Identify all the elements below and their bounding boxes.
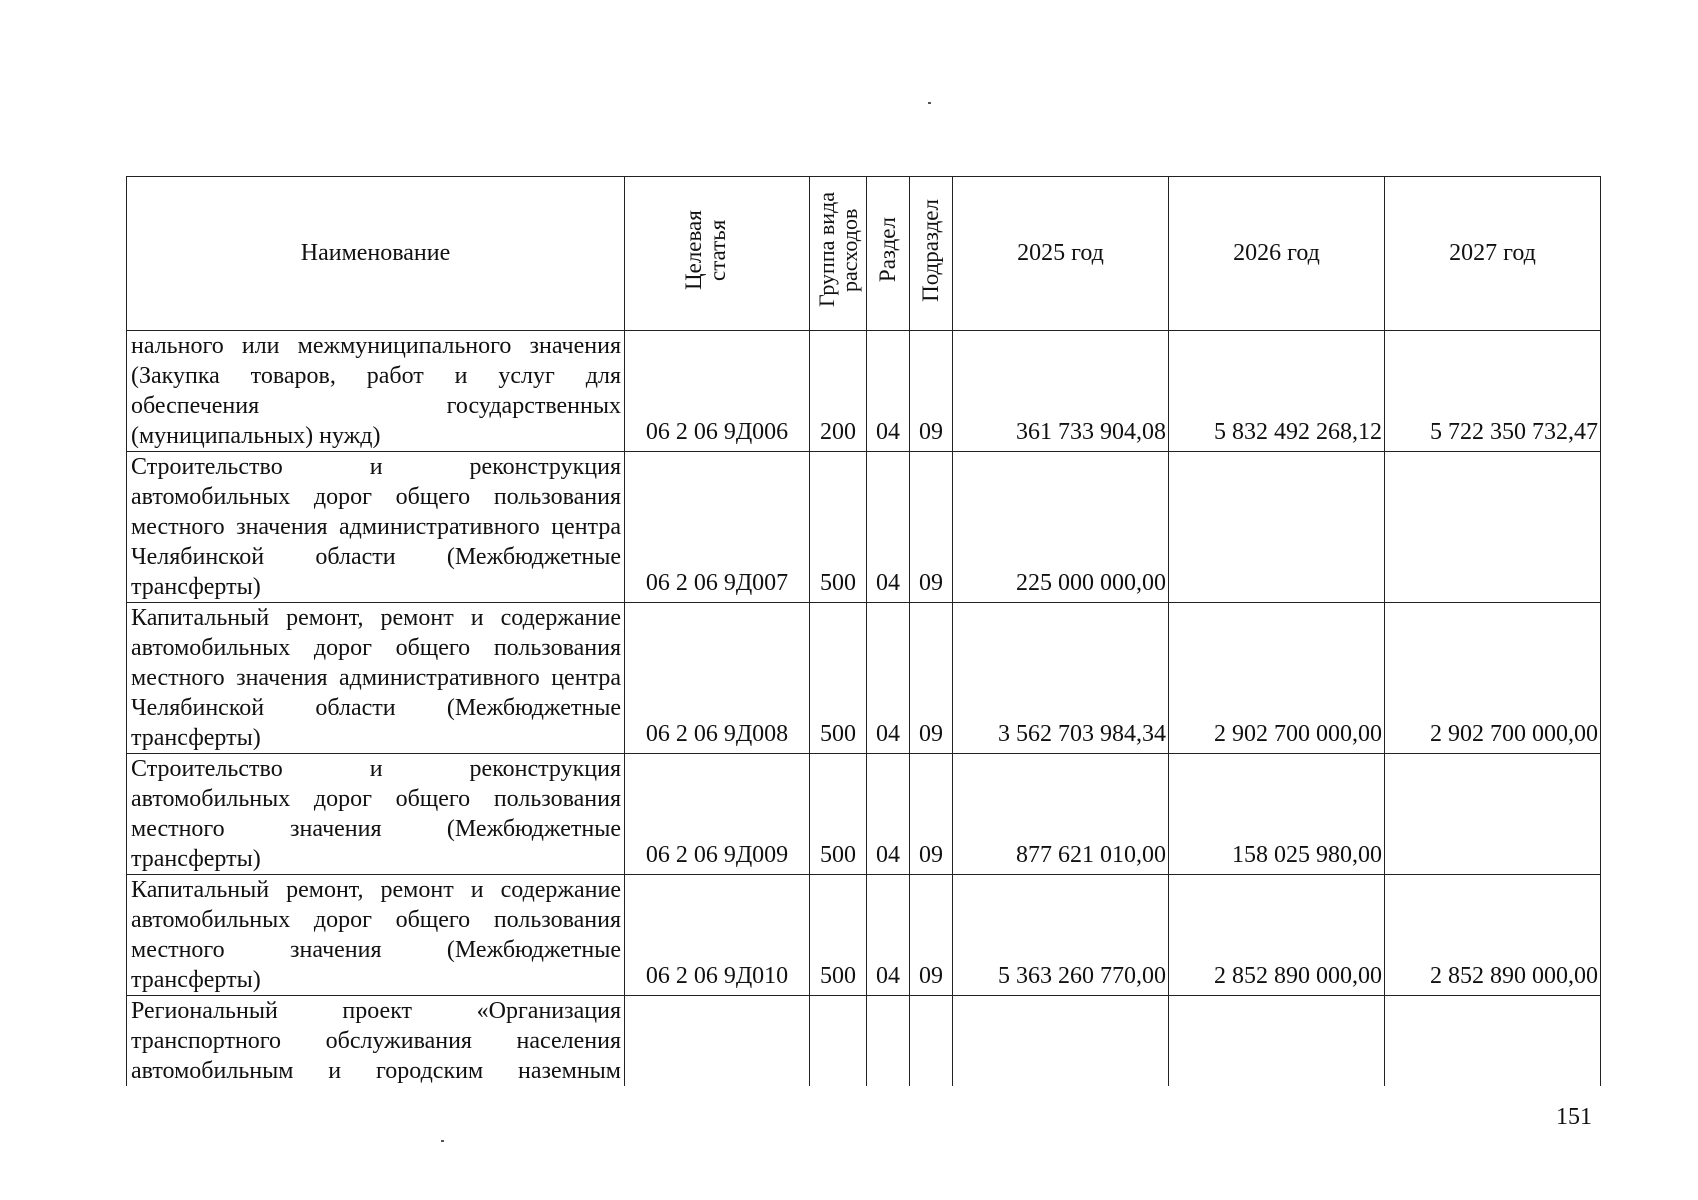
empty-cell [1385,996,1601,1087]
row-amount-2025: 225 000 000,00 [953,452,1169,603]
row-section: 04 [867,754,910,875]
row-amount-2027: 2 852 890 000,00 [1385,875,1601,996]
header-subsection: Подраздел [910,177,953,331]
row-subsection: 09 [910,603,953,754]
row-amount-2025: 361 733 904,08 [953,331,1169,452]
row-amount-2025: 5 363 260 770,00 [953,875,1169,996]
row-expense-group: 200 [810,331,867,452]
continuation-line: транспортного обслуживания населения [131,1028,621,1054]
row-expense-group: 500 [810,754,867,875]
row-expense-group: 500 [810,603,867,754]
row-amount-2027 [1385,754,1601,875]
header-target-article: Целевая статья [625,177,810,331]
empty-cell [810,996,867,1087]
row-section: 04 [867,331,910,452]
header-expense-group: Группа вида расходов [810,177,867,331]
header-name: Наименование [127,177,625,331]
row-name: Капитальный ремонт, ремонт и содержание автомобильных дорог общего пользования местного значения административного центра Челябинской области (Межбюджетные трансферты) [127,603,625,754]
table-row [127,875,1601,996]
page-number: 151 [1556,1104,1592,1130]
empty-cell [1169,996,1385,1087]
budget-table [126,176,1601,1086]
row-name: Строительство и реконструкция автомобильных дорог общего пользования местного значения (Межбюджетные трансферты) [127,754,625,875]
row-amount-2027 [1385,452,1601,603]
row-amount-2025: 877 621 010,00 [953,754,1169,875]
row-name: Строительство и реконструкция автомобильных дорог общего пользования местного значения административного центра Челябинской области (Межбюджетные трансферты) [127,452,625,603]
header-year-2025: 2025 год [953,177,1169,331]
row-name: Капитальный ремонт, ремонт и содержание автомобильных дорог общего пользования местного значения (Межбюджетные трансферты) [127,875,625,996]
continuation-line: автомобильным и городским наземным [131,1058,621,1084]
scan-speck [441,1140,444,1142]
header-section: Раздел [867,177,910,331]
row-subsection: 09 [910,754,953,875]
row-amount-2026: 2 902 700 000,00 [1169,603,1385,754]
row-target-article: 06 2 06 9Д008 [625,603,810,754]
scan-speck [928,102,931,104]
empty-cell [910,996,953,1087]
row-expense-group: 500 [810,452,867,603]
row-amount-2026: 158 025 980,00 [1169,754,1385,875]
row-name-continued [127,996,625,1087]
row-section: 04 [867,452,910,603]
table-row [127,603,1601,754]
table-row [127,331,1601,452]
row-target-article: 06 2 06 9Д006 [625,331,810,452]
header-year-2026: 2026 год [1169,177,1385,331]
table-row-continued [127,996,1601,1087]
continuation-line: Региональный проект «Организация [131,998,621,1024]
row-target-article: 06 2 06 9Д009 [625,754,810,875]
row-amount-2027: 5 722 350 732,47 [1385,331,1601,452]
header-year-2027: 2027 год [1385,177,1601,331]
row-amount-2026 [1169,452,1385,603]
table-header-row [127,177,1601,331]
empty-cell [953,996,1169,1087]
table-row [127,452,1601,603]
row-subsection: 09 [910,875,953,996]
row-amount-2025: 3 562 703 984,34 [953,603,1169,754]
row-amount-2026: 5 832 492 268,12 [1169,331,1385,452]
row-target-article: 06 2 06 9Д010 [625,875,810,996]
row-subsection: 09 [910,452,953,603]
row-name: нального или межмуниципального значения (Закупка товаров, работ и услуг для обеспечения государственных (муниципальных) нужд) [127,331,625,452]
row-amount-2026: 2 852 890 000,00 [1169,875,1385,996]
row-section: 04 [867,603,910,754]
row-subsection: 09 [910,331,953,452]
row-target-article: 06 2 06 9Д007 [625,452,810,603]
empty-cell [867,996,910,1087]
empty-cell [625,996,810,1087]
table-row [127,754,1601,875]
row-expense-group: 500 [810,875,867,996]
row-amount-2027: 2 902 700 000,00 [1385,603,1601,754]
row-section: 04 [867,875,910,996]
